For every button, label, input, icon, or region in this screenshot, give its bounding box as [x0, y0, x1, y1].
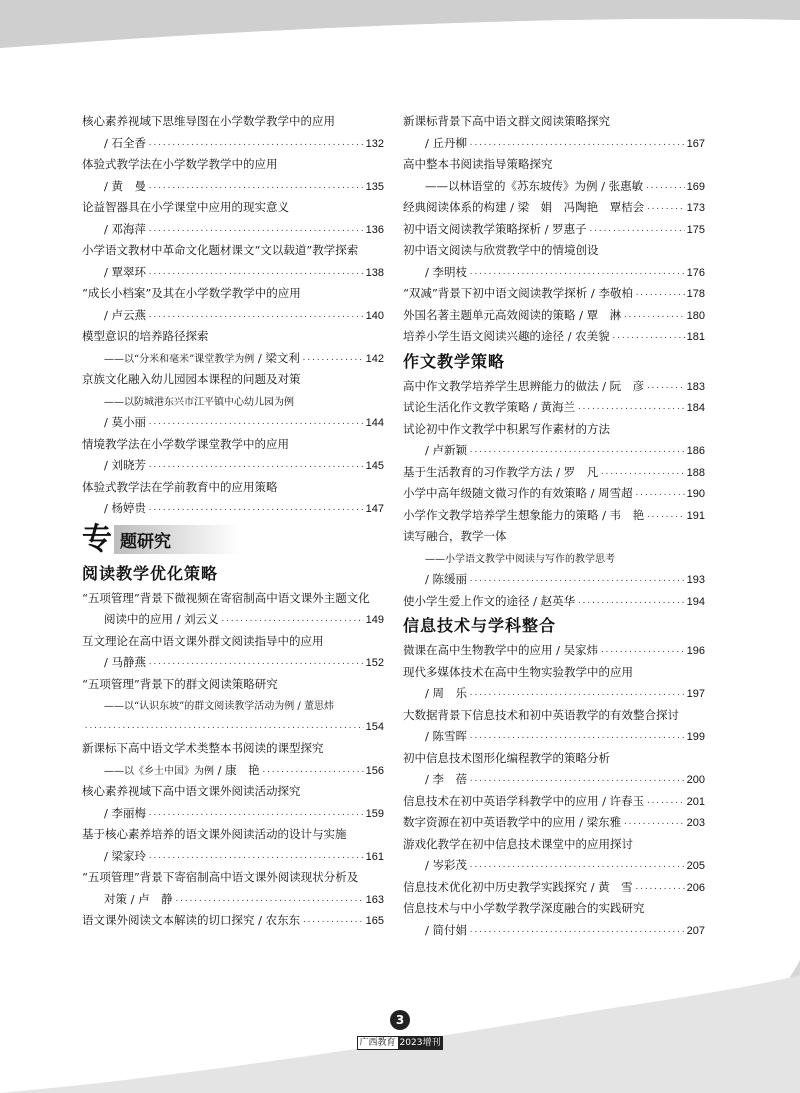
entry-author: / 梁家玲 [104, 848, 147, 863]
entry-author: / 岑彩茂 [425, 858, 468, 872]
leader-dots [635, 485, 685, 507]
entry-author: / 黄 曼 [104, 178, 147, 193]
entry-title-cont: 对策 / 卢 静 [104, 891, 173, 906]
entry-title: 初中语文阅读教学策略探析 / 罗惠子 [403, 221, 587, 236]
entry-title: 游戏化教学在初中信息技术课堂中的应用探讨 [403, 836, 633, 851]
toc-entry[interactable] [82, 588, 384, 631]
entry-title: 京族文化融入幼儿园园本课程的问题及对策 [82, 372, 301, 386]
toc-entry[interactable] [403, 526, 705, 591]
page-number: 203 [686, 817, 705, 829]
page-footer [355, 1009, 445, 1049]
entry-author: / 李 蓓 [425, 772, 468, 786]
toc-entry[interactable] [403, 812, 705, 834]
entry-author: / 丘丹柳 [425, 135, 468, 150]
section-title-reading: 阅读教学优化策略 [82, 563, 219, 583]
page-number: 140 [365, 309, 384, 322]
leader-dots [221, 611, 364, 633]
entry-author: / 覃翠环 [104, 264, 147, 279]
entry-author: / 马静燕 [104, 655, 147, 669]
entry-author: / 李明枝 [425, 264, 468, 279]
leader-dots [469, 571, 685, 593]
page-number: 147 [365, 503, 384, 515]
leader-dots [469, 442, 685, 464]
toc-entry[interactable] [82, 824, 384, 867]
entry-subtitle: ——以林语堂的《苏东坡传》为例 / 张惠敏 [425, 178, 644, 193]
entry-title: 体验式教学法在学前教育中的应用策略 [82, 479, 278, 494]
page-number: 194 [686, 595, 705, 608]
leader-dots [148, 848, 364, 870]
leader-dots [148, 654, 364, 676]
entry-title: 互文理论在高中语文课外群文阅读指导中的应用 [82, 633, 324, 648]
toc-entry[interactable] [82, 477, 384, 520]
entry-author: / 卢云燕 [104, 307, 147, 322]
entry-title: “双减”背景下初中语文阅读教学探析 / 李敬柏 [403, 286, 633, 300]
toc-entry[interactable] [403, 111, 705, 154]
toc-entry[interactable] [403, 591, 705, 613]
page-number: 207 [686, 924, 705, 937]
toc-entry[interactable] [403, 376, 705, 398]
entry-title: 微课在高中生物教学中的应用 / 吴家炜 [403, 643, 599, 657]
leader-dots [623, 307, 684, 329]
entry-title: 读写融合，教学一体 [403, 529, 507, 543]
leader-dots [148, 414, 364, 436]
entry-title: “五项管理”背景下的群文阅读策略研究 [82, 676, 278, 691]
toc-entry[interactable] [82, 867, 384, 910]
left-column [82, 111, 384, 932]
toc-entry[interactable] [82, 154, 384, 197]
leader-dots [148, 307, 364, 329]
special-topic-heading [82, 520, 384, 560]
entry-title: 培养小学生语文阅读兴趣的途径 / 农美貌 [403, 329, 610, 343]
toc-entry[interactable] [82, 674, 384, 739]
toc-entry[interactable] [403, 397, 705, 419]
leader-dots [148, 135, 364, 157]
leader-dots [262, 762, 364, 784]
page-number: 136 [365, 223, 384, 236]
leader-dots [148, 457, 364, 479]
entry-title-cont: 阅读中的应用 / 刘云义 [104, 612, 219, 626]
leader-dots [645, 178, 684, 200]
leader-dots [589, 221, 685, 243]
leader-dots [302, 912, 363, 934]
toc-entry[interactable] [403, 283, 705, 305]
footer-page-number: 3 [390, 1010, 410, 1030]
entry-subtitle: ——以“认识东坡”的群文阅读教学活动为例 / 董思炜 [104, 701, 334, 712]
leader-dots [469, 922, 685, 944]
toc-entry[interactable] [403, 240, 705, 283]
page-number: 144 [365, 417, 384, 429]
leader-dots [635, 285, 685, 307]
entry-author: / 刘晓芳 [104, 458, 147, 472]
page-number: 186 [686, 445, 705, 457]
page-number: 135 [365, 180, 384, 193]
leader-dots [469, 728, 685, 750]
page-number: 188 [686, 466, 705, 479]
entry-title: 模型意识的培养路径探索 [82, 329, 209, 343]
leader-dots [577, 593, 684, 615]
page-number: 197 [686, 688, 705, 700]
toc-entry[interactable] [82, 781, 384, 824]
toc-entry[interactable] [403, 419, 705, 462]
leader-dots [302, 350, 364, 372]
entry-title: 试论生活化作文教学策略 / 黄海兰 [403, 400, 576, 414]
entry-title: 数字资源在初中英语教学中的应用 / 梁东雅 [403, 815, 622, 829]
toc-entry[interactable] [403, 219, 705, 241]
page-number: 169 [686, 180, 705, 193]
page-number: 176 [686, 266, 705, 279]
entry-title: 外国名著主题单元高效阅读的策略 / 覃 淋 [403, 307, 622, 322]
entry-title: “五项管理”背景下寄宿制高中语文课外阅读现状分析及 [82, 870, 359, 884]
page-number: 178 [686, 288, 705, 300]
entry-title: 信息技术优化初中历史教学实践探究 / 黄 雪 [403, 879, 633, 894]
entry-title: 核心素养视域下高中语文课外阅读活动探究 [82, 784, 301, 798]
page-number: 165 [365, 915, 384, 927]
leader-dots [600, 464, 684, 486]
entry-title: 新课标背景下高中语文群文阅读策略探究 [403, 114, 610, 128]
page-number: 132 [365, 137, 384, 150]
leader-dots [148, 178, 364, 200]
entry-title: 经典阅读体系的构建 / 梁 娟 冯陶艳 覃桔会 [403, 200, 645, 214]
page-number: 149 [365, 614, 384, 626]
page-number: 173 [686, 202, 705, 214]
entry-title: 使小学生爱上作文的途径 / 赵英华 [403, 593, 576, 608]
entry-author: / 卢新颖 [425, 443, 468, 457]
page-number: 200 [686, 774, 705, 786]
entry-author: / 石全香 [104, 135, 147, 150]
page-number: 175 [686, 223, 705, 236]
toc-entry[interactable] [82, 910, 384, 932]
page-number: 142 [365, 352, 384, 365]
entry-title: “成长小档案”及其在小学数学教学中的应用 [82, 286, 301, 300]
leader-dots [148, 805, 364, 827]
entry-author: / 周 乐 [425, 686, 468, 700]
entry-title: 小学作文教学培养学生想象能力的策略 / 韦 艳 [403, 507, 645, 522]
leader-dots [646, 378, 684, 400]
toc-entry[interactable] [82, 326, 384, 369]
leader-dots [175, 891, 364, 913]
leader-dots [646, 199, 684, 221]
toc-entry[interactable] [403, 154, 705, 197]
entry-title: 语文课外阅读文本解读的切口探究 / 农东东 [82, 913, 301, 927]
page-number: 159 [365, 807, 384, 820]
entry-author: / 简付娟 [425, 922, 468, 937]
leader-dots [646, 793, 684, 815]
entry-author: / 杨婷贵 [104, 501, 147, 515]
toc-entry[interactable] [403, 834, 705, 877]
page-number: 199 [686, 731, 705, 743]
toc-entry[interactable] [403, 705, 705, 748]
page-number: 161 [365, 850, 384, 863]
page-number: 206 [686, 881, 705, 894]
entry-author: / 莫小丽 [104, 415, 147, 429]
entry-author: / 李丽梅 [104, 805, 147, 820]
toc-entry[interactable] [403, 305, 705, 327]
entry-subtitle: ——以防城港东兴市江平镇中心幼儿园为例 [104, 396, 294, 408]
section-title-it: 信息技术与学科整合 [403, 616, 557, 635]
toc-entry[interactable] [403, 662, 705, 705]
toc-entry[interactable] [82, 240, 384, 283]
page-number: 201 [686, 795, 705, 808]
entry-title: 核心素养视域下思维导图在小学数学教学中的应用 [82, 114, 335, 128]
toc-entry[interactable] [82, 738, 384, 781]
leader-dots [148, 500, 364, 522]
entry-subtitle: ——以《乡土中国》为例 [104, 765, 214, 777]
leader-dots [469, 685, 685, 707]
entry-title: 试论初中作文教学中积累写作素材的方法 [403, 421, 610, 436]
entry-title: 高中整本书阅读指导策略探究 [403, 157, 553, 171]
entry-title: 基于核心素养培养的语文课外阅读活动的设计与实施 [82, 827, 347, 841]
special-topic-text: 题研究 [114, 525, 241, 554]
page-number: 196 [686, 645, 705, 657]
page-number: 138 [365, 266, 384, 279]
toc-entry[interactable] [403, 197, 705, 219]
footer-brand-issue: 2023增刊 [399, 1038, 441, 1048]
leader-dots [577, 399, 684, 421]
entry-title: 初中信息技术图形化编程教学的策略分析 [403, 750, 610, 765]
page-number: 181 [686, 331, 705, 343]
toc-entry[interactable] [403, 748, 705, 791]
leader-dots [469, 264, 685, 286]
leader-dots [623, 814, 684, 836]
toc-entry[interactable] [82, 631, 384, 674]
entry-author: / 陈雪晖 [425, 729, 468, 743]
toc-entry[interactable] [82, 369, 384, 434]
entry-title: 小学语文教材中革命文化题材课文“文以载道”教学探索 [82, 243, 359, 257]
page-number: 152 [365, 657, 384, 669]
toc-entry[interactable] [82, 283, 384, 326]
leader-dots [646, 507, 684, 529]
page-number: 191 [686, 509, 705, 522]
leader-dots [469, 135, 685, 157]
page-number: 145 [365, 460, 384, 472]
page-number: 183 [686, 380, 705, 393]
entry-subtitle: ——以“分米和毫米”课堂教学为例 [104, 353, 255, 365]
leader-dots [469, 857, 685, 879]
toc-entry[interactable] [82, 434, 384, 477]
leader-dots [148, 221, 364, 243]
leader-dots [469, 771, 685, 793]
page-number: 156 [365, 764, 384, 777]
leader-dots [84, 718, 364, 740]
toc-entry[interactable] [403, 462, 705, 484]
leader-dots [635, 879, 685, 901]
right-column [403, 111, 705, 941]
toc-entry[interactable] [403, 483, 705, 505]
leader-dots [600, 642, 684, 664]
toc-entry[interactable] [403, 505, 705, 527]
entry-title: 基于生活教育的习作教学方法 / 罗 凡 [403, 464, 599, 479]
entry-title: 信息技术在初中英语学科教学中的应用 / 许春玉 [403, 793, 645, 808]
entry-title: “五项管理”背景下微视频在寄宿制高中语文课外主题文化 [82, 590, 370, 605]
entry-title: 初中语文阅读与欣赏教学中的情境创设 [403, 243, 599, 257]
page-number: 180 [686, 309, 705, 322]
entry-title: 小学中高年级随文微习作的有效策略 / 周雪超 [403, 486, 633, 500]
page-number: 167 [686, 137, 705, 150]
page-number: 193 [686, 574, 705, 586]
entry-title: 新课标下高中语文学术类整本书阅读的课型探究 [82, 741, 324, 755]
toc-entry[interactable] [82, 111, 384, 154]
footer-brand-name: 广西教育 [359, 1038, 396, 1048]
leader-dots [612, 328, 685, 350]
page-number: 184 [686, 402, 705, 414]
entry-author: / 邓海萍 [104, 221, 147, 236]
entry-subtitle: ——小学语文教学中阅读与写作的教学思考 [425, 553, 615, 565]
page-number: 154 [365, 720, 384, 733]
page-number: 205 [686, 860, 705, 872]
entry-title: 高中作文教学培养学生思辨能力的做法 / 阮 彦 [403, 378, 645, 393]
footer-brand [357, 1036, 444, 1050]
entry-author: / 康 艳 [217, 762, 260, 777]
toc-entry[interactable] [403, 898, 705, 941]
toc-entry[interactable] [403, 877, 705, 899]
toc-entry[interactable] [403, 326, 705, 348]
entry-title: 情境教学法在小学数学课堂教学中的应用 [82, 436, 289, 451]
entry-author: / 梁文利 [257, 350, 300, 365]
page-number: 190 [686, 488, 705, 500]
entry-author: / 陈缓丽 [425, 572, 468, 586]
entry-title: 现代多媒体技术在高中生物实验教学中的应用 [403, 664, 633, 679]
toc-entry[interactable] [403, 791, 705, 813]
page-number: 163 [365, 893, 384, 906]
toc-entry[interactable] [82, 197, 384, 240]
entry-title: 信息技术与中小学数学教学深度融合的实践研究 [403, 901, 645, 915]
leader-dots [148, 264, 364, 286]
special-topic-big-char: 专 [82, 521, 112, 557]
section-title-writing: 作文教学策略 [403, 351, 506, 371]
entry-title: 论益智器具在小学课堂中应用的现实意义 [82, 200, 289, 214]
entry-title: 大数据背景下信息技术和初中英语教学的有效整合探讨 [403, 707, 679, 722]
entry-title: 体验式教学法在小学数学教学中的应用 [82, 157, 278, 171]
toc-entry[interactable] [403, 640, 705, 662]
